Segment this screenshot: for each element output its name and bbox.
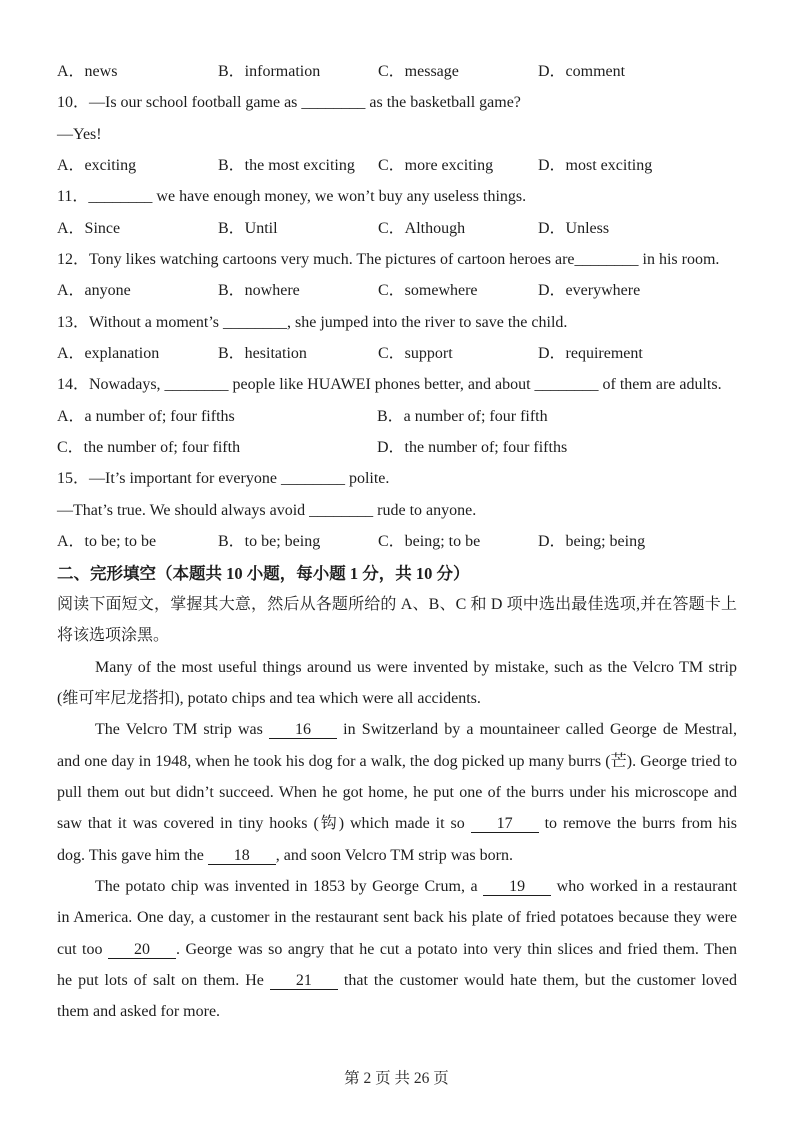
passage-text: saw that it was covered in tiny hooks (钩) which made it so [57,815,471,833]
passage-line: in America. One day, a customer in the restaurant sent back his plate of fried potatoes because they were [57,909,737,927]
option-a: A．explanation [57,345,160,363]
passage-text: to remove the burrs from his [538,815,737,833]
option-a: A．anyone [57,282,131,300]
passage-text: cut too [57,940,108,958]
passage-line [57,965,737,996]
passage-text: dog. This gave him the [57,846,208,864]
option-a: A．exciting [57,157,137,175]
passage-text: . George was so angry that he cut a potato into very thin slices and fried them. Then [175,940,737,958]
section-2-instructions-line-1: 阅读下面短文，掌握其大意，然后从各题所给的 A、B、C 和 D 项中选出最佳选项,并在答题卡上 [57,595,737,613]
cloze-blank-21: 21 [270,972,338,990]
option-c: C．more exciting [378,157,494,175]
question-13-stem: 13．Without a moment’s ________, she jumped into the river to save the child. [57,313,568,331]
question-11-stem: 11．________ we have enough money, we won’t buy any useless things. [57,188,527,206]
option-d: D．most exciting [538,157,653,175]
passage-text: that the customer would hate them, but the customer loved [337,971,738,989]
option-b: B．Until [218,219,278,237]
passage-line [57,840,737,871]
option-b: B．a number of; four fifth [377,407,548,425]
passage-line [57,808,737,839]
passage-line: them and asked for more. [57,1003,221,1021]
option-c: C．support [378,345,453,363]
cloze-blank-20: 20 [108,941,176,959]
passage-line [57,871,737,902]
option-c: C．message [378,63,459,80]
passage-line: and one day in 1948, when he took his dog for a walk, the dog picked up many burrs (芒). George tried to [57,752,737,770]
passage-text: who worked in a restaurant [551,877,737,895]
question-15-stem: 15．—It’s important for everyone ________ polite. [57,470,390,488]
option-d: D．being; being [538,533,646,551]
passage-line: Many of the most useful things around us were invented by mistake, such as the Velcro TM strip [95,658,737,676]
option-d: D．everywhere [538,282,641,300]
option-d: D．the number of; four fifths [377,439,568,457]
passage-text: The potato chip was invented in 1853 by George Crum, a [95,877,484,895]
question-15-options-row [57,526,737,557]
question-9-options-row [57,56,737,87]
option-b: B．the most exciting [218,157,355,175]
question-14-stem: 14．Nowadays, ________ people like HUAWEI phones better, and about ________ of them are adults. [57,376,722,394]
question-11-options-row [57,213,737,244]
option-c: C．the number of; four fifth [57,439,241,457]
passage-text: in Switzerland by a mountaineer called George de Mestral, [337,721,738,739]
passage-line [57,934,737,965]
option-b: B．nowhere [218,282,300,300]
option-a: A．news [57,63,118,80]
question-14-options-row-2 [57,432,737,463]
question-12-options-row [57,275,737,306]
option-c: C．Although [378,219,466,237]
section-2-heading: 二、完形填空（本题共 10 小题，每小题 1 分，共 10 分） [57,563,470,583]
question-13-options-row [57,338,737,369]
passage-line: pull them out but didn’t succeed. When he got home, he put one of the burrs under his microscope and [57,783,737,801]
passage-text: he put lots of salt on them. He [57,971,270,989]
question-10-stem: 10．—Is our school football game as ________ as the basketball game? [57,94,521,112]
question-15-reply: —That’s true. We should always avoid ________ rude to anyone. [57,501,477,519]
cloze-blank-18: 18 [208,847,276,865]
exam-page-content [57,56,737,1028]
option-b: B．to be; being [218,533,321,551]
question-10-reply: —Yes! [57,125,102,143]
passage-line [57,714,737,745]
cloze-blank-17: 17 [471,815,539,833]
option-b: B．information [218,63,321,80]
option-d: D．Unless [538,219,610,237]
passage-text: , and soon Velcro TM strip was born. [275,846,513,864]
passage-line: (维可牢尼龙搭扣), potato chips and tea which were all accidents. [57,689,481,707]
option-d: D．comment [538,63,626,80]
option-a: A．a number of; four fifths [57,407,235,425]
option-c: C．being; to be [378,533,481,551]
question-12-stem: 12．Tony likes watching cartoons very much. The pictures of cartoon heroes are________ in his room. [57,251,720,269]
question-10-options-row [57,150,737,181]
option-b: B．hesitation [218,345,307,363]
question-14-options-row-1 [57,401,737,432]
option-d: D．requirement [538,345,643,363]
passage-text: The Velcro TM strip was [95,721,269,739]
section-2-instructions-line-2: 将该选项涂黑。 [57,627,170,645]
option-a: A．Since [57,219,121,237]
page-footer: 第 2 页 共 26 页 [344,1070,449,1087]
cloze-blank-16: 16 [269,721,337,739]
cloze-blank-19: 19 [483,878,551,896]
option-a: A．to be; to be [57,533,157,551]
option-c: C．somewhere [378,282,478,300]
